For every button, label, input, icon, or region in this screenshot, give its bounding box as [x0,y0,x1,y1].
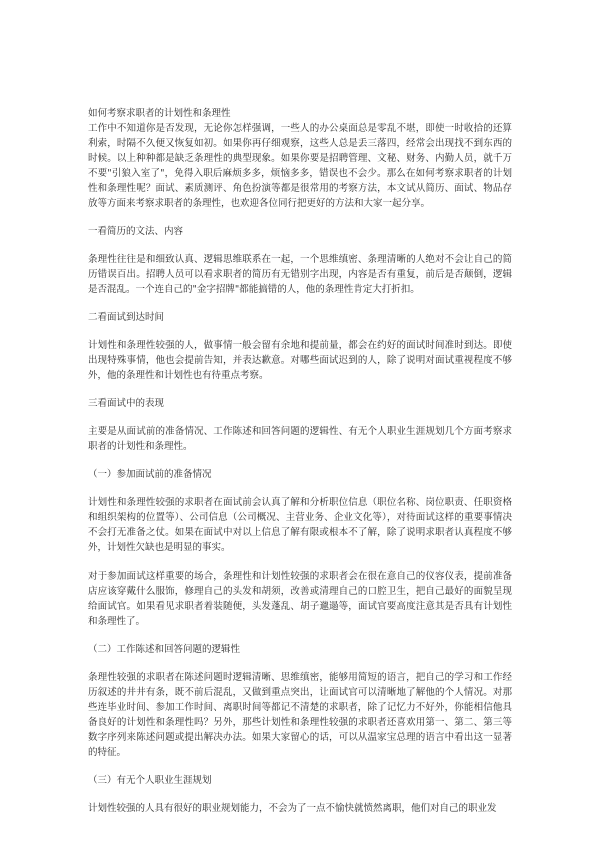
subsection-paragraph: 对于参加面试这样重要的场合，条理性和计划性较强的求职者会在很在意自己的仪容仪表，提前准备店应该穿戴什么服饰，修理自己的头发和胡须，改善或清理自己的口腔卫生，把自己最好的面貌呈现给面试官。如果看见求职者着装随便，头发蓬乱、胡子邋遢等，面试官要高度注意其是否具有计划性和条理性了。 [88,570,512,627]
intro-paragraph: 工作中不知道你是否发现，无论你怎样强调，一些人的办公桌面总是零乱不堪，即使一时收拾的还算利索，时隔不久便又恢复如初。如果你再仔细观察，这些人总是丢三落四，经常会出现找不到东西的时候。以上种种都是缺乏条理性的典型现象。如果你要是招聘管理、文秘、财务、内勤人员，就千万不要"引狼入室了"，免得入职后麻烦多多，烦恼多多，错误也不会少。那么在如何考察求职者的计划性和条理性呢？面试、素质测评、角色扮演等都是很常用的考察方法，本文试从简历、面试、物品存放等方面来考察求职者的条理性，也欢迎各位同行把更好的方法和大家一起分享。 [88,122,512,209]
subsection-heading: （一）参加面试前的准备情况 [88,468,212,480]
section-paragraph: 计划性和条理性较强的人，做事情一般会留有余地和提前量，都会在约好的面试时间准时到达。即使出现特殊事情，他也会提前告知，并表达歉意。对哪些面试迟到的人，除了说明对面试重视程度不够外，他的条理性和计划性也有待重点考察。 [88,339,512,381]
subsection-paragraph: 条理性较强的求职者在陈述问题时逻辑清晰、思维缜密，能够用简短的语言，把自己的学习和工作经历叙述的井井有条，既不前后混乱，又做到重点突出，让面试官可以清晰地了解他的个人情况。对那些连毕业时间、参加工作时间、离职时间等都记不清楚的求职者，除了记忆力不好外，你能相信他具备良好的计划性和条理性吗？另外，那些计划性和条理性较强的求职者还喜欢用第一、第二、第三等数字序列来陈述问题或提出解决办法。如果大家留心的话，可以从温家宝总理的语言中看出这一显著的特征。 [88,671,512,758]
section-heading: 三看面试中的表现 [88,397,165,409]
subsection-paragraph: 计划性较强的人具有很好的职业规划能力，不会为了一点不愉快就愤然离职，他们对自己的职业发 [88,802,497,814]
subsection-heading: （三）有无个人职业生涯规划 [88,774,212,786]
section-heading: 二看面试到达时间 [88,311,165,323]
section-paragraph: 条理性往往是和细致认真、逻辑思维联系在一起，一个思维缜密、条理清晰的人绝对不会让自己的简历错误百出。招聘人员可以看求职者的简历有无错别字出现，内容是否有重复，前后是否颠倒，逻辑是否混乱。一个连自己的"金字招牌"都能搞错的人，他的条理性肯定大打折扣。 [88,253,512,295]
document-title: 如何考察求职者的计划性和条理性 [88,108,231,119]
document-page [88,108,512,816]
section-paragraph: 主要是从面试前的准备情况、工作陈述和回答问题的逻辑性、有无个人职业生涯规划几个方面考察求职者的计划性和条理性。 [88,425,512,452]
subsection-paragraph: 计划性和条理性较强的求职者在面试前会认真了解和分析职位信息（职位名称、岗位职责、任职资格和组织架构的位置等）、公司信息（公司概况、主营业务、企业文化等），对待面试这样的重要事情决不会打无准备之仗。如果在面试中对以上信息了解有限或根本不了解，除了说明求职者认真程度不够外，计划性欠缺也是明显的事实。 [88,496,512,553]
subsection-heading: （二）工作陈述和回答问题的逻辑性 [88,643,241,655]
section-heading: 一看简历的文法、内容 [88,225,184,237]
